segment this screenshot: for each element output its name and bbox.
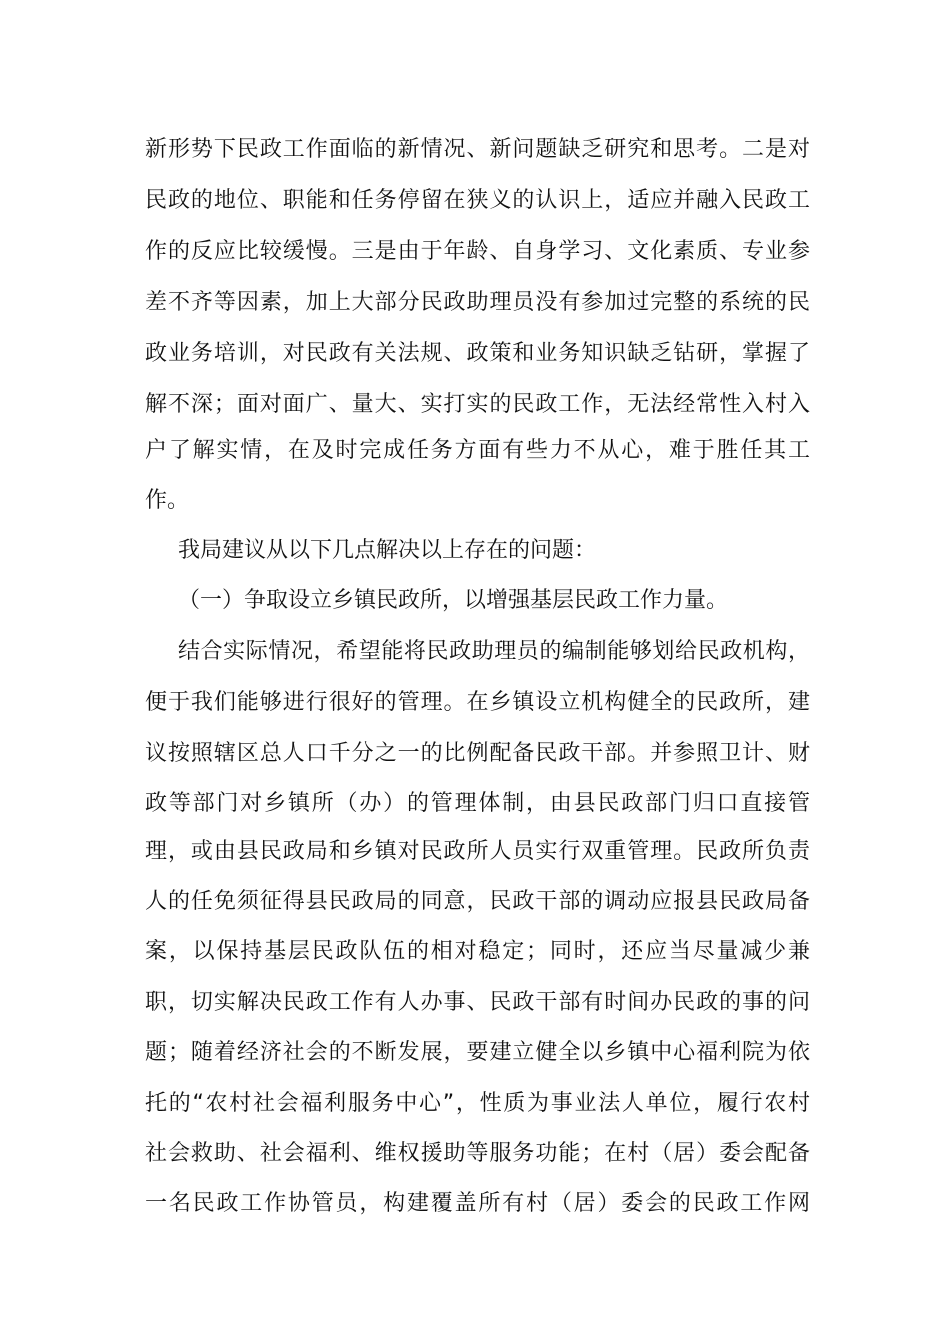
paragraph-first-line: 结合实际情况，希望能将民政助理员的编制能够划给民政机构， — [178, 639, 810, 664]
text-line: 题；随着经济社会的不断发展，要建立健全以乡镇中心福利院为依 — [145, 1040, 810, 1065]
text-line: 作的反应比较缓慢。三是由于年龄、自身学习、文化素质、专业参 — [145, 239, 810, 264]
text-line: 托的“农村社会福利服务中心”，性质为事业法人单位，履行农村 — [145, 1091, 810, 1116]
text-line: 一名民政工作协管员，构建覆盖所有村（居）委会的民政工作网 — [145, 1191, 810, 1216]
text-line: 便于我们能够进行很好的管理。在乡镇设立机构健全的民政所，建 — [145, 690, 810, 715]
text-line: 议按照辖区总人口千分之一的比例配备民政干部。并参照卫计、财 — [145, 741, 810, 766]
text-line: 职，切实解决民政工作有人办事、民政干部有时间办民政的事的问 — [145, 990, 810, 1015]
text-line: 案，以保持基层民政队伍的相对稳定；同时，还应当尽量减少兼 — [145, 939, 810, 964]
text-line: 新形势下民政工作面临的新情况、新问题缺乏研究和思考。二是对 — [145, 137, 810, 162]
text-line: 政等部门对乡镇所（办）的管理体制，由县民政部门归口直接管 — [145, 791, 810, 816]
text-line: 解不深；面对面广、量大、实打实的民政工作，无法经常性入村入 — [145, 392, 810, 417]
section-heading: （一）争取设立乡镇民政所，以增强基层民政工作力量。 — [178, 588, 729, 613]
text-line: 差不齐等因素，加上大部分民政助理员没有参加过完整的系统的民 — [145, 290, 810, 315]
text-line: 理，或由县民政局和乡镇对民政所人员实行双重管理。民政所负责 — [145, 839, 810, 864]
text-line: 民政的地位、职能和任务停留在狭义的认识上，适应并融入民政工 — [145, 188, 810, 213]
text-line: 社会救助、社会福利、维权援助等服务功能；在村（居）委会配备 — [145, 1141, 810, 1166]
text-line: 作。 — [145, 488, 190, 513]
text-line: 户了解实情，在及时完成任务方面有些力不从心，难于胜任其工 — [145, 438, 810, 463]
text-line: 人的任免须征得县民政局的同意，民政干部的调动应报县民政局备 — [145, 889, 810, 914]
paragraph-first-line: 我局建议从以下几点解决以上存在的问题： — [178, 538, 597, 563]
text-line: 政业务培训，对民政有关法规、政策和业务知识缺乏钻研，掌握了 — [145, 341, 810, 366]
